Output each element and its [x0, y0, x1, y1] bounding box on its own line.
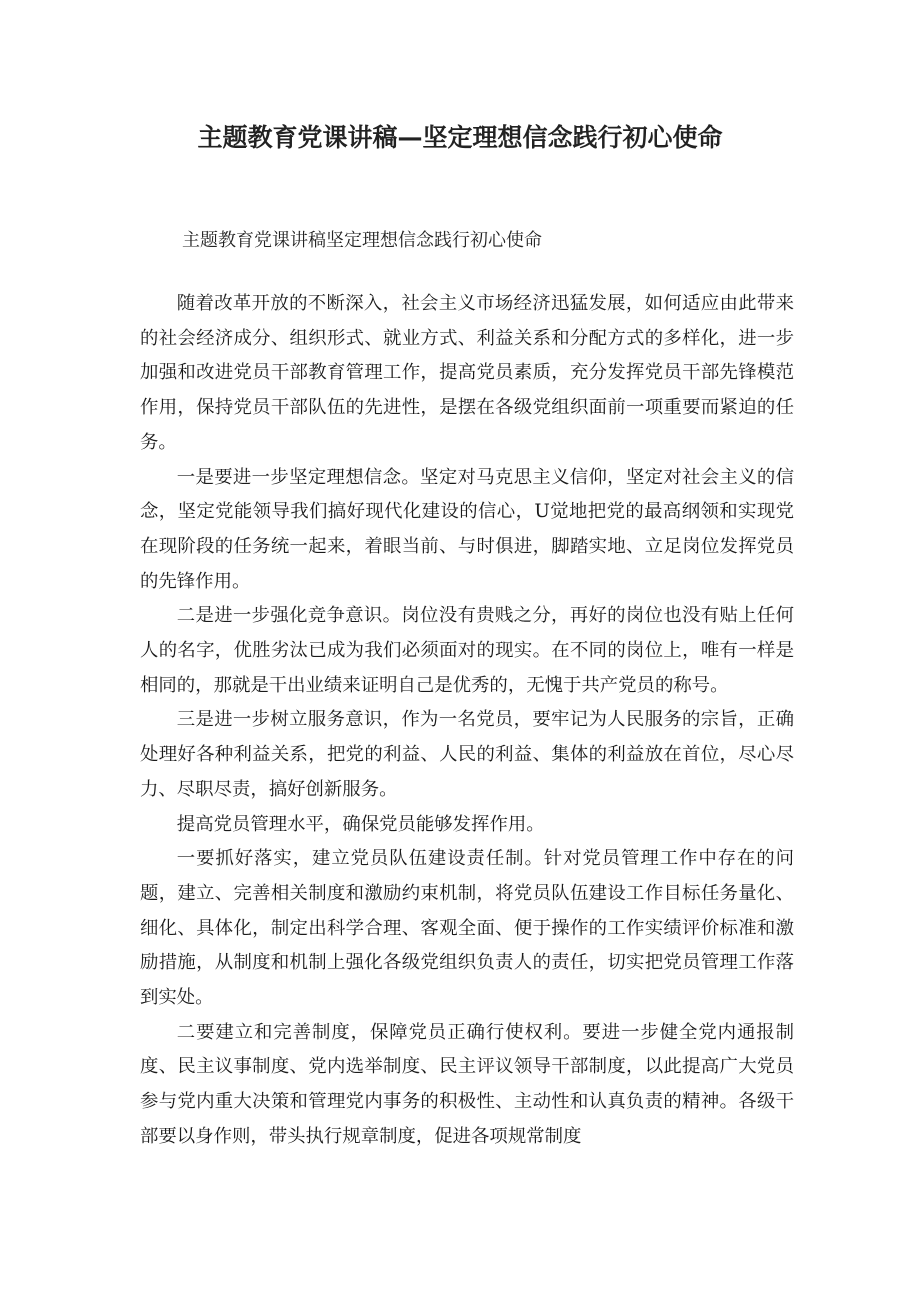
paragraph: 三是进一步树立服务意识，作为一名党员，要牢记为人民服务的宗旨，正确处理好各种利益关系，把党的利益、人民的利益、集体的利益放在首位，尽心尽力、尽职尽责，搞好创新服务。 — [140, 709, 794, 800]
paragraph: 随着改革开放的不断深入，社会主义市场经济迅猛发展，如何适应由此带来的社会经济成分、组织形式、就业方式、利益关系和分配方式的多样化，进一步加强和改进党员干部教育管理工作，提高党员素质，充分发挥党员干部先锋模范作用，保持党员干部队伍的先进性，是摆在各级党组织面前一项重要而紧迫的任务。 — [140, 293, 794, 453]
document-subtitle: 主题教育党课讲稿坚定理想信念践行初心使命 — [182, 230, 542, 251]
document-body — [140, 287, 794, 1155]
paragraph: 提高党员管理水平，确保党员能够发挥作用。 — [176, 813, 545, 835]
paragraph: 一是要进一步坚定理想信念。坚定对马克思主义信仰，坚定对社会主义的信念，坚定党能领导我们搞好现代化建设的信心，U觉地把党的最高纲领和实现党在现阶段的任务统一起来，着眼当前、与时俱进，脚踏实地、立足岗位发挥党员的先锋作用。 — [140, 466, 794, 592]
paragraph: 二是进一步强化竞争意识。岗位没有贵贱之分，再好的岗位也没有贴上任何人的名字，优胜劣汰已成为我们必须面对的现实。在不同的岗位上，唯有一样是相同的，那就是干出业绩来证明自己是优秀的，无愧于共产党员的称号。 — [140, 605, 794, 696]
document-title: 主题教育党课讲稿—坚定理想信念践行初心使命 — [197, 123, 723, 152]
paragraph: 二要建立和完善制度，保障党员正确行使权利。要进一步健全党内通报制度、民主议事制度、党内选举制度、民主评议领导干部制度，以此提高广大党员参与党内重大决策和管理党内事务的积极性、主动性和认真负责的精神。各级干部要以身作则，带头执行规章制度，促进各项规常制度 — [140, 1021, 794, 1147]
paragraph: 一要抓好落实，建立党员队伍建设责任制。针对党员管理工作中存在的问题，建立、完善相关制度和激励约束机制，将党员队伍建设工作目标任务量化、细化、具体化，制定出科学合理、客观全面、便于操作的工作实绩评价标准和激励措施，从制度和机制上强化各级党组织负责人的责任，切实把党员管理工作落到实处。 — [140, 848, 794, 1009]
